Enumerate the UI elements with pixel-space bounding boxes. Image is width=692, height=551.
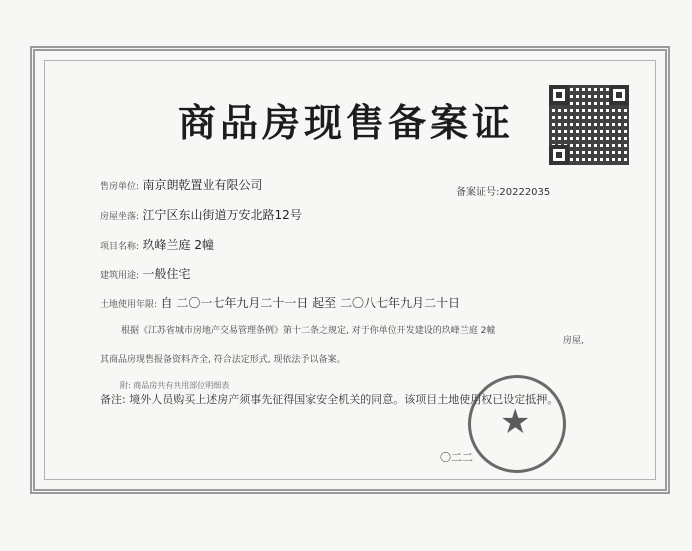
- field-value: 南京朗乾置业有限公司: [142, 178, 263, 192]
- body-line-2: 其商品房现售报备资料齐全, 符合法定形式, 现依法予以备案。: [100, 355, 346, 365]
- field-value: 一般住宅: [142, 267, 191, 281]
- issue-date: 〇二二: [440, 451, 473, 464]
- qr-code-icon: [549, 85, 629, 165]
- field-land-term: [100, 294, 460, 311]
- field-value: 江宁区东山街道万安北路12号: [142, 208, 302, 222]
- field-location: [100, 206, 302, 223]
- attachment-note: 附: 商品房共有共用部位明细表: [120, 381, 230, 390]
- field-value: 自 二〇一七年九月二十一日 起至 二〇八七年九月二十日: [160, 296, 460, 310]
- body-line-1: 根据《江苏省城市房地产交易管理条例》第十二条之规定, 对于你单位开发建设的玖峰兰庭 2幢: [121, 326, 496, 336]
- record-number: [456, 183, 550, 198]
- field-usage: [100, 265, 191, 282]
- qr-finder-icon: [549, 145, 569, 165]
- record-number-label: 备案证号:: [456, 187, 500, 198]
- field-label: 房屋坐落:: [100, 212, 140, 222]
- body-line-1-suffix: 房屋,: [563, 336, 584, 346]
- star-icon: ★: [500, 402, 531, 442]
- field-project: [100, 236, 214, 253]
- field-seller: [100, 176, 263, 193]
- remarks: 备注: 境外人员购买上述房产须事先征得国家安全机关的同意。该项目土地使用权已设定抵押。: [100, 393, 559, 406]
- field-label: 项目名称:: [100, 242, 140, 252]
- certificate-title: 商品房现售备案证: [177, 101, 514, 145]
- official-seal: [468, 375, 566, 473]
- field-value: 玖峰兰庭 2幢: [142, 238, 214, 252]
- field-label: 建筑用途:: [100, 271, 140, 281]
- qr-finder-icon: [549, 85, 569, 105]
- field-label: 售房单位:: [100, 182, 140, 192]
- record-number-value: 20222035: [499, 187, 551, 198]
- qr-finder-icon: [609, 85, 629, 105]
- field-label: 土地使用年限:: [100, 300, 158, 310]
